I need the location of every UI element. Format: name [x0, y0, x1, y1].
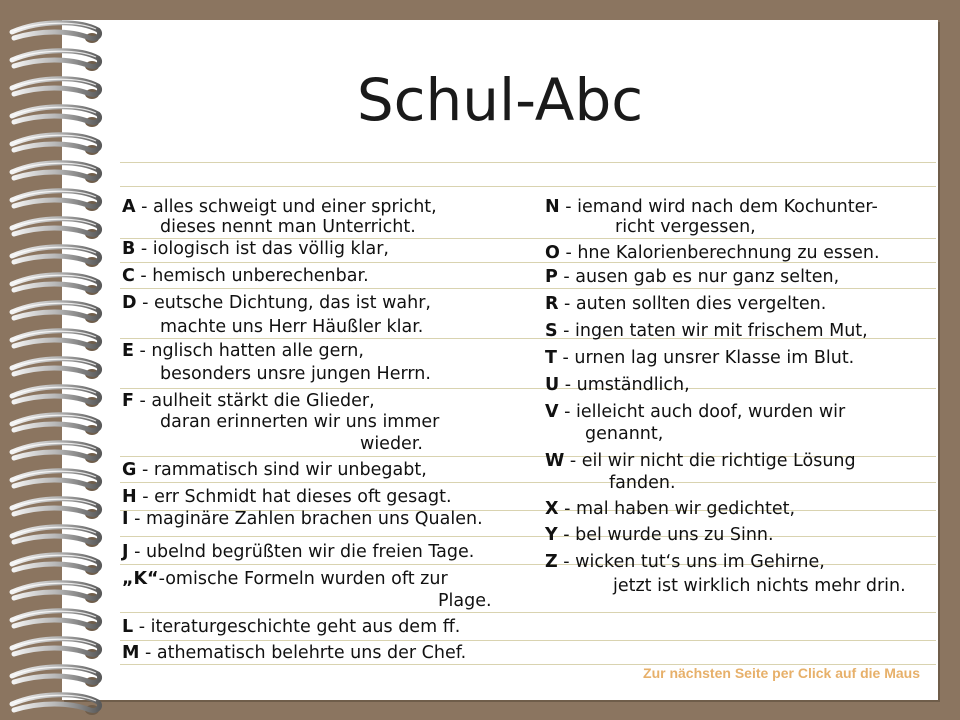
abc-entry-d: D - eutsche Dichtung, das ist wahr, — [122, 293, 431, 313]
abc-entry-m: M - athematisch belehrte uns der Chef. — [122, 643, 467, 663]
abc-entry-x: X - mal haben wir gedichtet, — [545, 499, 796, 519]
abc-entry-w-cont: fanden. — [609, 473, 676, 493]
abc-entry-l: L - iteraturgeschichte geht aus dem ff. — [122, 617, 461, 637]
spiral-ring — [12, 499, 100, 515]
abc-entry-h: H - err Schmidt hat dieses oft gesagt. — [122, 487, 452, 507]
ruled-line — [120, 536, 936, 537]
spiral-ring — [12, 191, 100, 207]
spiral-ring — [12, 527, 100, 543]
abc-entry-f-cont: daran erinnerten wir uns immer — [160, 412, 440, 432]
spiral-ring — [12, 247, 100, 263]
abc-entry-y: Y - bel wurde uns zu Sinn. — [545, 525, 774, 545]
spiral-ring — [12, 163, 100, 179]
spiral-ring — [12, 555, 100, 571]
abc-entry-k-cont: Plage. — [438, 591, 492, 611]
ruled-line — [120, 162, 936, 163]
ruled-line — [120, 288, 936, 289]
abc-entry-f: F - aulheit stärkt die Glieder, — [122, 391, 375, 411]
abc-entry-d-cont: machte uns Herr Häußler klar. — [160, 317, 424, 337]
spiral-ring — [12, 23, 100, 39]
spiral-ring — [12, 331, 100, 347]
spiral-ring — [12, 695, 100, 711]
abc-entry-k: „K“-omische Formeln wurden oft zur — [122, 569, 448, 589]
abc-entry-p: P - ausen gab es nur ganz selten, — [545, 267, 840, 287]
spiral-ring — [12, 359, 100, 375]
abc-entry-t: T - urnen lag unsrer Klasse im Blut. — [545, 348, 855, 368]
abc-entry-u: U - umständlich, — [545, 375, 690, 395]
abc-entry-v-cont: genannt, — [585, 424, 664, 444]
spiral-ring — [12, 667, 100, 683]
next-page-hint[interactable]: Zur nächsten Seite per Click auf die Maus — [643, 665, 920, 681]
abc-entry-g: G - rammatisch sind wir unbegabt, — [122, 460, 427, 480]
spiral-ring — [12, 275, 100, 291]
ruled-line — [120, 186, 936, 187]
abc-entry-b: B - iologisch ist das völlig klar, — [122, 239, 389, 259]
page-title: Schul-Abc — [356, 66, 644, 134]
abc-entry-a: A - alles schweigt und einer spricht, — [122, 197, 437, 217]
spiral-ring — [12, 415, 100, 431]
spiral-ring — [12, 303, 100, 319]
abc-entry-v: V - ielleicht auch doof, wurden wir — [545, 402, 846, 422]
abc-entry-w: W - eil wir nicht die richtige Lösung — [545, 451, 856, 471]
abc-entry-z-cont: jetzt ist wirklich nichts mehr drin. — [613, 576, 906, 596]
abc-entry-n-cont: richt vergessen, — [615, 217, 756, 237]
abc-entry-z: Z - wicken tut‘s uns im Gehirne, — [545, 552, 825, 572]
abc-entry-i: I - maginäre Zahlen brachen uns Qualen. — [122, 509, 483, 529]
abc-entry-n: N - iemand wird nach dem Kochunter- — [545, 197, 878, 217]
abc-entry-c: C - hemisch unberechenbar. — [122, 266, 369, 286]
abc-entry-e: E - nglisch hatten alle gern, — [122, 341, 364, 361]
spiral-ring — [12, 639, 100, 655]
spiral-ring — [12, 387, 100, 403]
ruled-line — [120, 482, 936, 483]
abc-entry-e-cont: besonders unsre jungen Herrn. — [160, 364, 431, 384]
ruled-line — [120, 612, 936, 613]
abc-entry-o: O - hne Kalorienberechnung zu essen. — [545, 243, 880, 263]
ruled-line — [120, 640, 936, 641]
abc-entry-a-cont: dieses nennt man Unterricht. — [160, 217, 416, 237]
spiral-ring — [12, 611, 100, 627]
spiral-ring — [12, 583, 100, 599]
abc-entry-s: S - ingen taten wir mit frischem Mut, — [545, 321, 868, 341]
abc-entry-f-cont2: wieder. — [360, 434, 423, 454]
abc-entry-r: R - auten sollten dies vergelten. — [545, 294, 827, 314]
ruled-line — [120, 388, 936, 389]
spiral-ring — [12, 219, 100, 235]
spiral-ring — [12, 471, 100, 487]
abc-entry-j: J - ubelnd begrüßten wir die freien Tage. — [122, 542, 475, 562]
spiral-ring — [12, 443, 100, 459]
